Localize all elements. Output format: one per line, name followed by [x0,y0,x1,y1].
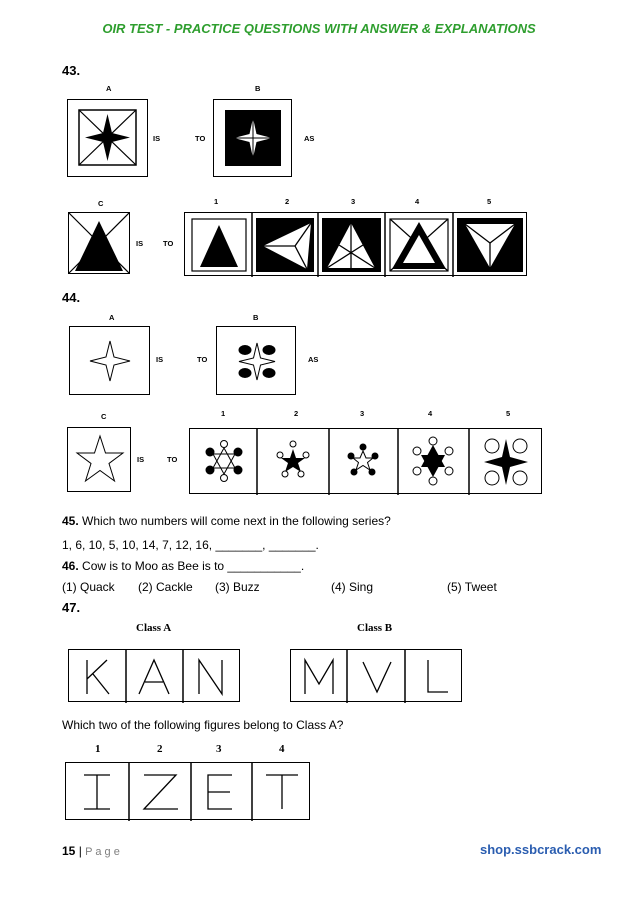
q46-option-1: (1) Quack [62,580,115,594]
q43-option-3-number: 3 [351,197,356,206]
q43-option-5-figure [457,218,523,272]
page-word: P a g e [85,846,120,858]
star-with-dots-icon [217,327,297,396]
q47-option-4-number: 4 [279,743,285,755]
q43-option-4-number: 4 [415,197,420,206]
question-45-number: 45. [62,514,79,528]
q44-to-label-2: TO [167,455,178,464]
page-header-title: OIR TEST - PRACTICE QUESTIONS WITH ANSWER & EXPLANATIONS [102,21,536,36]
page-number-footer [62,844,120,858]
q44-option-2-number: 2 [294,409,299,418]
question-44-number: 44. [62,290,81,305]
class-a-figure [68,649,240,702]
q46-option-2: (2) Cackle [138,580,193,594]
q43-is-label-2: IS [136,239,144,248]
q44-option-1-number: 1 [221,409,226,418]
q43-label-b: B [255,84,261,93]
inverted-star-icon [214,100,293,178]
q43-label-c: C [98,199,104,208]
question-43-number: 43. [62,63,81,78]
q43-figure-b [213,99,292,177]
page-number: 15 [62,844,76,858]
q43-option-2-figure [256,218,314,272]
class-b-letters [291,650,463,703]
q46-option-3: (3) Buzz [215,580,260,594]
q43-option-3-figure [322,218,381,272]
q47-options-figure [65,762,310,820]
q43-options-figures [185,213,528,277]
q43-to-label: TO [195,134,206,143]
q44-option-4-number: 4 [428,409,433,418]
four-point-star-icon [70,327,151,396]
q43-to-label-2: TO [163,239,174,248]
q43-label-a: A [106,84,112,93]
q47-option-letters [66,763,311,821]
q44-option-4-figure [413,437,453,485]
q43-figure-c [68,212,130,274]
q44-option-2-figure [277,441,309,477]
q47-option-1-number: 1 [95,743,101,755]
q44-options-figures [190,429,543,495]
q43-option-2-number: 2 [285,197,290,206]
class-b-figure [290,649,462,702]
q44-to-label: TO [197,355,208,364]
q44-option-5-figure [484,439,528,485]
q44-is-label: IS [156,355,164,364]
q44-option-1-figure [206,441,243,482]
q44-options-strip [189,428,542,494]
q43-option-4-figure [390,219,448,271]
q47-option-2-number: 2 [157,743,163,755]
compass-star-icon [68,100,149,178]
q43-figure-a [67,99,148,177]
class-a-heading: Class A [136,622,172,634]
q44-option-3-figure [348,444,379,476]
five-point-star-icon [68,428,132,493]
q44-option-3-number: 3 [360,409,365,418]
question-45-text: Which two numbers will come next in the following series? [78,514,391,528]
q43-option-1-figure [192,219,246,271]
question-45 [62,514,391,528]
q46-option-5: (5) Tweet [447,580,497,594]
question-45-series: 1, 6, 10, 5, 10, 14, 7, 12, 16, _______, _______. [62,538,319,552]
q46-option-4: (4) Sing [331,580,374,594]
q43-is-label: IS [153,134,161,143]
class-b-heading: Class B [357,622,393,634]
q44-as-label: AS [308,355,319,364]
question-46-text: Cow is to Moo as Bee is to ___________. [78,559,305,573]
q47-option-3-number: 3 [216,743,222,755]
triangle-x-icon [69,213,131,275]
question-46 [62,559,304,573]
class-a-letters [69,650,241,703]
q47-question: Which two of the following figures belong to Class A? [62,718,344,732]
q43-as-label: AS [304,134,315,143]
q44-option-5-number: 5 [506,409,511,418]
q44-label-a: A [109,313,115,322]
q44-figure-b [216,326,296,395]
question-47-number: 47. [62,600,81,615]
q44-is-label-2: IS [137,455,145,464]
q43-option-1-number: 1 [214,197,219,206]
footer-site-link[interactable]: shop.ssbcrack.com [480,842,602,857]
q44-label-c: C [101,412,107,421]
page-separator: | [75,844,86,858]
q43-options-strip [184,212,527,276]
q44-figure-a [69,326,150,395]
q43-option-5-number: 5 [487,197,492,206]
q44-label-b: B [253,313,259,322]
q44-figure-c [67,427,131,492]
question-46-number: 46. [62,559,79,573]
